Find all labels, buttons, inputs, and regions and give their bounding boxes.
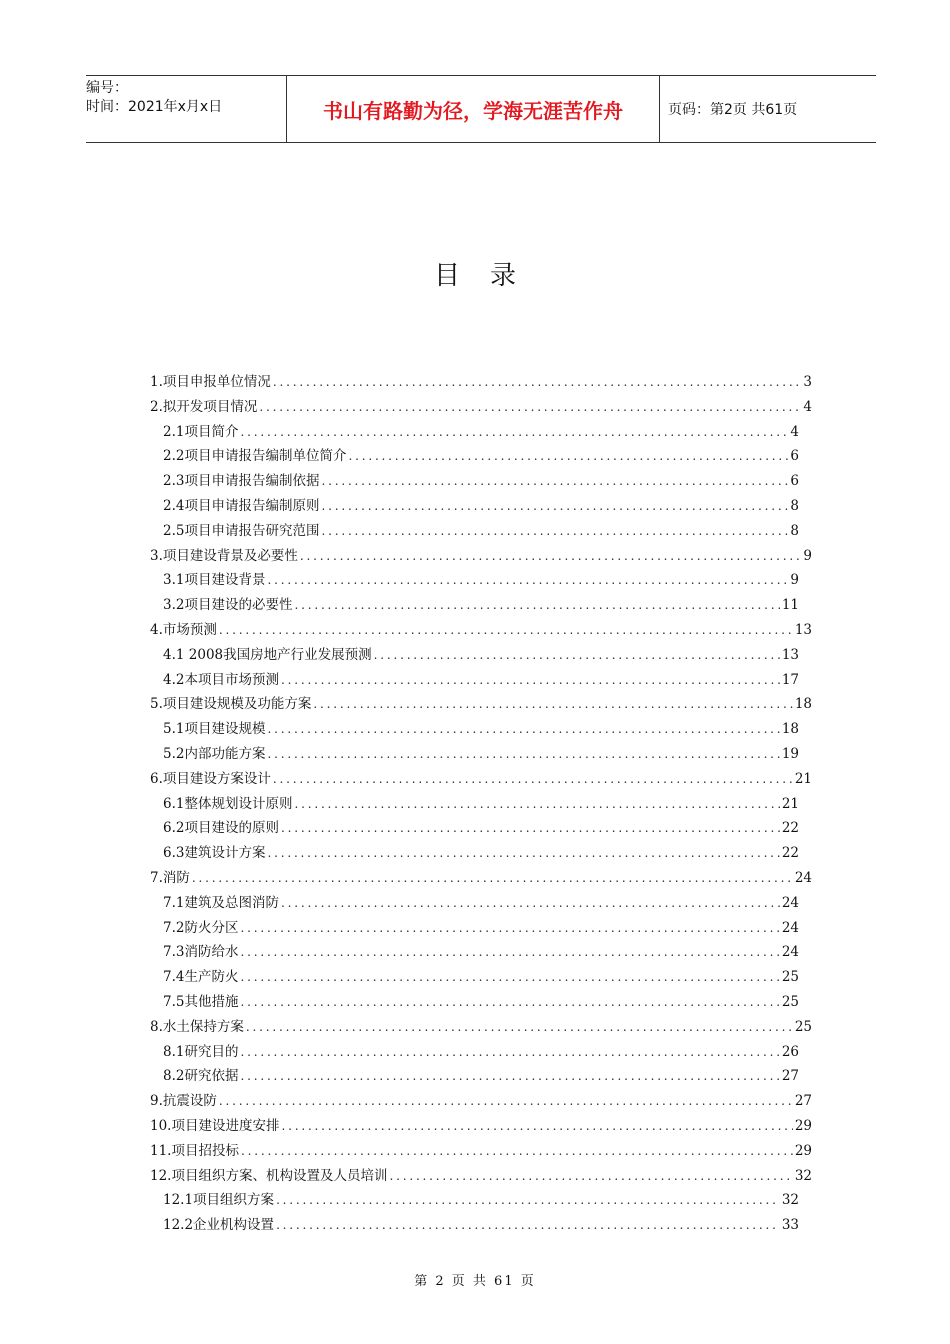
toc-entry-page: 18 [794, 696, 812, 713]
toc-entry-text: 6.2项目建设的原则 [163, 820, 279, 837]
toc-entry[interactable] [150, 643, 799, 668]
toc-entry-text: 4.1 2008我国房地产行业发展预测 [163, 646, 372, 663]
toc-entry-text: 6.1整体规划设计原则 [163, 795, 293, 812]
header-motto: 书山有路勤为径，学海无涯苦作舟 [287, 76, 660, 142]
page-footer: 第 2 页 共 61 页 [414, 1274, 536, 1289]
toc-entry-page: 22 [781, 820, 799, 837]
toc-leader-dots [246, 1020, 793, 1034]
toc-entry-page: 19 [781, 745, 799, 762]
toc-entry[interactable] [150, 519, 799, 544]
toc-leader-dots [240, 945, 779, 959]
toc-entry-text: 2.5项目申请报告研究范围 [163, 522, 320, 539]
toc-entry-page: 29 [794, 1117, 812, 1134]
toc-entry[interactable] [150, 593, 799, 618]
toc-entry-text: 4.市场预测 [150, 621, 217, 638]
toc-entry-page: 27 [794, 1093, 812, 1110]
toc-entry-page: 6 [790, 473, 799, 490]
toc-entry[interactable] [150, 395, 812, 420]
toc-entry-page: 21 [781, 795, 799, 812]
toc-entry[interactable] [150, 1114, 812, 1139]
header-meta [86, 76, 287, 142]
toc-leader-dots [267, 573, 788, 587]
toc-leader-dots [294, 797, 779, 811]
toc-leader-dots [240, 970, 779, 984]
toc-entry-page: 4 [790, 423, 799, 440]
toc-leader-dots [321, 524, 788, 538]
table-of-contents [150, 370, 812, 1238]
toc-entry[interactable] [150, 841, 799, 866]
toc-leader-dots [313, 697, 792, 711]
toc-entry-page: 13 [781, 646, 799, 663]
toc-entry[interactable] [150, 1015, 812, 1040]
toc-entry[interactable] [150, 916, 799, 941]
toc-entry-text: 3.2项目建设的必要性 [163, 597, 293, 614]
toc-entry[interactable] [150, 940, 799, 965]
toc-entry-page: 26 [781, 1043, 799, 1060]
toc-entry[interactable] [150, 692, 812, 717]
toc-entry-page: 25 [781, 969, 799, 986]
toc-entry[interactable] [150, 866, 812, 891]
toc-entry-text: 5.1项目建设规模 [163, 721, 266, 738]
toc-entry-page: 17 [781, 671, 799, 688]
toc-entry-page: 13 [794, 621, 812, 638]
toc-leader-dots [240, 1069, 779, 1083]
page-header [86, 75, 876, 143]
toc-leader-dots [240, 1045, 779, 1059]
toc-leader-dots [281, 1119, 792, 1133]
toc-entry[interactable] [150, 816, 799, 841]
toc-leader-dots [219, 623, 793, 637]
toc-entry-text: 2.3项目申请报告编制依据 [163, 473, 320, 490]
toc-entry-page: 3 [803, 374, 812, 390]
toc-leader-dots [281, 821, 780, 835]
toc-leader-dots [240, 921, 779, 935]
toc-entry[interactable] [150, 469, 799, 494]
toc-entry-page: 4 [803, 398, 812, 415]
toc-entry-text: 7.消防 [150, 869, 190, 886]
header-page-label: 页码：第2页 共61页 [668, 102, 798, 118]
document-time-label: 时间：2021年x月x日 [86, 99, 223, 115]
toc-leader-dots [241, 1144, 793, 1158]
document-number-label: 编号： [86, 80, 128, 96]
toc-entry-page: 24 [794, 869, 812, 886]
toc-entry-page: 25 [794, 1018, 812, 1035]
toc-entry-text: 4.2本项目市场预测 [163, 671, 279, 688]
toc-leader-dots [300, 549, 802, 563]
toc-entry[interactable] [150, 1164, 812, 1189]
toc-entry-page: 29 [794, 1142, 812, 1159]
toc-entry[interactable] [150, 420, 799, 445]
toc-entry-text: 6.项目建设方案设计 [150, 770, 271, 787]
toc-entry-page: 33 [781, 1217, 799, 1234]
toc-entry[interactable] [150, 370, 812, 395]
toc-leader-dots [281, 673, 780, 687]
toc-entry-text: 12.2企业机构设置 [163, 1217, 275, 1234]
toc-entry-page: 9 [790, 572, 799, 589]
toc-entry-page: 32 [794, 1167, 812, 1184]
toc-entry-text: 2.2项目申请报告编制单位简介 [163, 448, 347, 465]
toc-entry-text: 10.项目建设进度安排 [150, 1117, 280, 1134]
toc-leader-dots [321, 499, 788, 513]
toc-leader-dots [240, 995, 779, 1009]
toc-entry[interactable] [150, 717, 799, 742]
toc-entry-text: 2.1项目简介 [163, 423, 239, 440]
toc-entry-text: 8.1研究目的 [163, 1043, 239, 1060]
toc-entry[interactable] [150, 1139, 812, 1164]
toc-leader-dots [276, 1218, 780, 1232]
toc-leader-dots [273, 772, 793, 786]
toc-entry-page: 24 [781, 894, 799, 911]
toc-entry[interactable] [150, 1213, 799, 1238]
toc-title: 目录 [433, 261, 546, 291]
toc-entry-text: 3.1项目建设背景 [163, 572, 266, 589]
toc-entry-page: 9 [803, 547, 812, 564]
toc-entry-page: 21 [794, 770, 812, 787]
toc-entry[interactable] [150, 668, 799, 693]
toc-entry[interactable] [150, 544, 812, 569]
toc-entry-text: 8.2研究依据 [163, 1068, 239, 1085]
toc-entry[interactable] [150, 792, 799, 817]
toc-entry-page: 24 [781, 919, 799, 936]
toc-entry-text: 3.项目建设背景及必要性 [150, 547, 298, 564]
toc-entry[interactable] [150, 494, 799, 519]
toc-entry[interactable] [150, 965, 799, 990]
toc-leader-dots [267, 747, 779, 761]
toc-entry-page: 18 [781, 721, 799, 738]
toc-entry-page: 27 [781, 1068, 799, 1085]
toc-entry-text: 1.项目申报单位情况 [150, 374, 271, 390]
toc-entry[interactable] [150, 990, 799, 1015]
toc-entry-page: 24 [781, 944, 799, 961]
toc-leader-dots [267, 846, 779, 860]
toc-entry-text: 5.2内部功能方案 [163, 745, 266, 762]
toc-entry-text: 7.5其他措施 [163, 993, 239, 1010]
toc-entry-page: 32 [781, 1192, 799, 1209]
toc-leader-dots [281, 896, 780, 910]
toc-entry-text: 2.4项目申请报告编制原则 [163, 497, 320, 514]
toc-entry-page: 6 [790, 448, 799, 465]
toc-entry-text: 5.项目建设规模及功能方案 [150, 696, 312, 713]
toc-entry-page: 11 [781, 597, 799, 614]
toc-leader-dots [219, 1094, 793, 1108]
toc-leader-dots [192, 871, 793, 885]
toc-leader-dots [321, 474, 788, 488]
toc-entry[interactable] [150, 891, 799, 916]
toc-leader-dots [348, 449, 788, 463]
toc-entry[interactable] [150, 444, 799, 469]
toc-entry[interactable] [150, 1040, 799, 1065]
toc-entry-text: 11.项目招投标 [150, 1142, 239, 1159]
toc-leader-dots [294, 598, 779, 612]
toc-leader-dots [276, 1193, 780, 1207]
toc-leader-dots [267, 722, 779, 736]
toc-entry-page: 22 [781, 845, 799, 862]
toc-entry-page: 8 [790, 497, 799, 514]
toc-entry[interactable] [150, 568, 799, 593]
toc-leader-dots [273, 375, 802, 389]
toc-entry[interactable] [150, 1089, 812, 1114]
toc-entry[interactable] [150, 767, 812, 792]
toc-leader-dots [240, 425, 788, 439]
toc-entry-page: 25 [781, 993, 799, 1010]
toc-entry[interactable] [150, 618, 812, 643]
toc-entry[interactable] [150, 742, 799, 767]
toc-entry-text: 7.3消防给水 [163, 944, 239, 961]
toc-leader-dots [259, 400, 801, 414]
toc-entry-text: 2.拟开发项目情况 [150, 398, 258, 415]
toc-entry-page: 8 [790, 522, 799, 539]
toc-entry-text: 7.4生产防火 [163, 969, 239, 986]
toc-entry-text: 6.3建筑设计方案 [163, 845, 266, 862]
toc-entry-text: 12.1项目组织方案 [163, 1192, 275, 1209]
toc-entry-text: 8.水土保持方案 [150, 1018, 244, 1035]
toc-entry[interactable] [150, 1188, 799, 1213]
toc-entry-text: 7.1建筑及总图消防 [163, 894, 279, 911]
toc-entry-text: 7.2防火分区 [163, 919, 239, 936]
toc-entry-text: 12.项目组织方案、机构设置及人员培训 [150, 1167, 388, 1184]
toc-leader-dots [389, 1169, 792, 1183]
toc-entry-text: 9.抗震设防 [150, 1093, 217, 1110]
toc-leader-dots [374, 648, 780, 662]
toc-entry[interactable] [150, 1064, 799, 1089]
